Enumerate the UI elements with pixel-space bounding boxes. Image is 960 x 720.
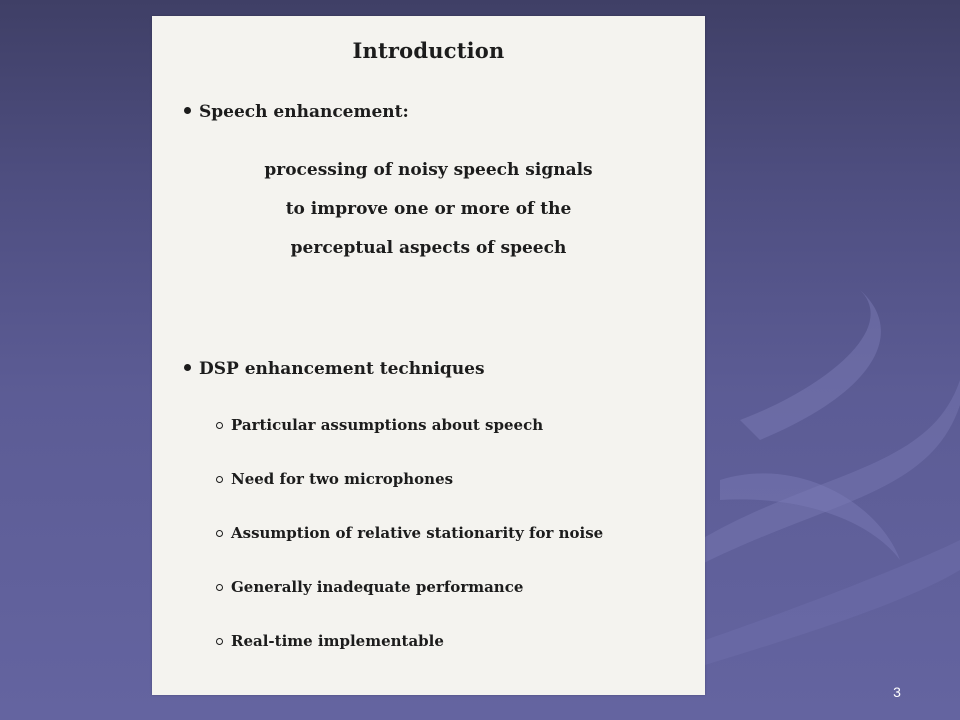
list-item xyxy=(216,524,603,542)
list-item-text: Particular assumptions about speech xyxy=(231,416,544,434)
list-item-text: Real-time implementable xyxy=(231,632,444,650)
section-heading-dsp-techniques xyxy=(184,359,485,379)
list-item xyxy=(216,416,543,434)
slide-number: 3 xyxy=(893,684,901,700)
list-item xyxy=(216,578,523,596)
page-title: Introduction xyxy=(352,38,505,63)
list-item-text: Assumption of relative stationarity for noise xyxy=(231,524,604,542)
list-item xyxy=(216,470,453,488)
bullet-dot-icon xyxy=(184,107,191,114)
hollow-bullet-icon xyxy=(216,476,223,483)
list-item-text: Generally inadequate performance xyxy=(231,578,524,596)
section-heading-text: DSP enhancement techniques xyxy=(199,359,485,379)
definition-line: processing of noisy speech signals xyxy=(264,160,593,180)
list-item-text: Need for two microphones xyxy=(231,470,454,488)
section-heading-text: Speech enhancement: xyxy=(199,102,409,122)
list-item xyxy=(216,632,444,650)
section-heading-speech-enhancement xyxy=(184,102,409,122)
bullet-dot-icon xyxy=(184,364,191,371)
hollow-bullet-icon xyxy=(216,530,223,537)
hollow-bullet-icon xyxy=(216,584,223,591)
definition-line: perceptual aspects of speech xyxy=(290,238,567,258)
hollow-bullet-icon xyxy=(216,638,223,645)
scanned-document-page xyxy=(152,16,705,695)
hollow-bullet-icon xyxy=(216,422,223,429)
definition-line: to improve one or more of the xyxy=(285,199,572,219)
